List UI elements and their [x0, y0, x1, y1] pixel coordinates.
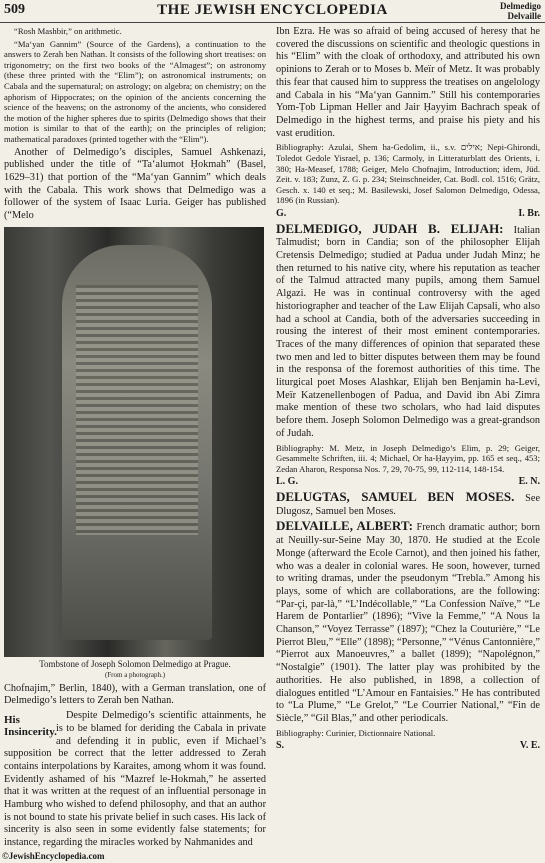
signature-line: L. G. E. N.	[276, 476, 540, 488]
running-head	[500, 1, 541, 21]
figure-caption: Tombstone of Joseph Solomon Delmedigo at Prague. (From a photograph.)	[39, 658, 231, 679]
signature-line: G. I. Br.	[276, 207, 540, 219]
caption-source: (From a photograph.)	[104, 670, 166, 679]
paragraph: Another of Delmedigo’s disciples, Samuel Ashkenazi, published under the title of “Ta‘alumot Ḥokmah” (Basel, 1629–31) that portion of the “Ma‘yan Gannim” which deals with the Cabala. This work shows that Delmedigo was a follower of the system of Isaac Luria. Geiger has published (“Melo	[4, 146, 266, 222]
entry	[276, 220, 540, 441]
site-watermark: ©JewishEncyclopedia.com	[2, 851, 105, 861]
page-header	[0, 0, 545, 23]
margin-note: His Insincerity.	[4, 714, 57, 739]
bibliography: Bibliography: Azulai, Shem ha-Gedolim, ii., s.v. אילים; Nepi-Ghirondi, Toledot Gedole Yisrael, p. 136; Carmoly, in Litteraturblatt des Orients, i. 380; Ha-Measef, 1788; Geiger, Melo Chofnajim, Introduction; idem, Jüd. Zeit. v. 183; Zunz, Z. G. p. 234; Steinschneider, Cat. Bodl. col. 1516; Grätz, Gesch. x. 140 et seq.; M. Basilewski, Josef Salomon Delmedigo, Odessa, 1896 (in Russian).	[276, 142, 540, 206]
entry-body: See Dlugosz, Samuel ben Moses.	[276, 493, 541, 517]
bibliography: Bibliography: Curinier, Dictionnaire National.	[276, 727, 436, 738]
paragraph: Ibn Ezra. He was so afraid of being accused of heresy that he covered the discussions on scientific and theologic questions in his “Elim” with the cloak of orthodoxy, and attributed his own opinions to Zerah or to Moses b. Meïr of Metz. It was probably this fear that caused him to suppress the treatises on angelology and Cabala in his “Ma‘yan Gannim.” Still his contemporaries Yom-Ṭob Lipman Heller and Jair Ḥayyim Bachrach speak of Delmedigo in the highest terms, and praise his piety and his vast erudition.	[276, 26, 540, 139]
left-column	[4, 26, 266, 852]
signature-line: S. V. E.	[276, 740, 540, 752]
small-paragraph: “Ma‘yan Gannim” (Source of the Gardens), a continuation to the answers to Zerah ben Nathan. It consists of the following short treatises: on trigonometry; on the first two books of the “Almagest”; on astronomy (these three printed with the “Elim”); on astronomical instruments; on Cabala and the supernatural; on astrology; on algebra; on chemistry; on the aphorism of Hippocrates; on the opinion of the ancients concerning the science of the heavens; on the astronomy of the ancients, who considered the motion of the higher spheres due to spirits (Delmedigo shows that their motion is similar to that of the earth); on the principles of religion; mathematical paradoxes (printed together with the “Elim”).	[4, 38, 266, 144]
paragraph: Chofnajim,” Berlin, 1840), with a German translation, one of Delmedigo’s letters to Zerah ben Nathan.	[4, 682, 266, 707]
page-title: THE JEWISH ENCYCLOPEDIA	[157, 2, 388, 18]
running-head-last: Delvaille	[507, 11, 541, 21]
small-paragraph: “Rosh Mashbir,” on arithmetic.	[14, 26, 122, 36]
entry-body: French dramatic author; born at Neuilly-sur-Seine May 30, 1870. He studied at the Ecole Monge (afterward the Ecole Carnot), and then joined his father, who was a dealer in colonial wares. He soon, however, turned to writing dramas, under the pseudonym “Trebla.” Among his plays, some of which are collaborations, are the following: “Par-çi, par-là,” “L’Indécollable,” “La Confession Naïve,” “Le Harem de Pontarlier” (1896); “Vive la Femme,” “A Nous la Chanson,” “Voyez Terrasse” (1897); “Chez la Couturière,” “Le Pierrot Bleu,” “Elle” (1898); “Personne,” “Vénus Cantonnière,” “Pierrot aux Manoeuvres,” a ballet (1899); “Napolégnon,” “Nostalgie” (1901). The latter play was prohibited by the authorities. He also published, in 1898, a collection of dialogues entitled “L’Amour en Fantaisies.” He has contributed to “La Plume,” “Le Grelot,” “Le Courrier National,” “Fin de Siècle,” “Gil Blas,” and other periodicals.	[276, 522, 541, 724]
entry-heading: DELVAILLE, ALBERT:	[276, 518, 413, 534]
entry-heading: DELMEDIGO, JUDAH B. ELIJAH:	[276, 220, 504, 236]
page-number: 509	[4, 2, 25, 17]
running-head-first: Delmedigo	[500, 1, 541, 11]
bibliography: Bibliography: M. Metz, in Joseph Delmedigo’s Elim, p. 29; Geiger, Gesammelte Schriften, iii. 4; Michael, Or ha-Ḥayyim, pp. 165 et seq., 453; Zedan Aharon, Responsa Nos. 7, 29, 70-75, 99, 112-114, 148-154.	[276, 442, 540, 474]
entry-body: Italian Talmudist; born in Candia; son of the philosopher Elijah Cretensis Delmedigo; studied at Padua under Judah Minz; he then returned to his native city, where his reputation as teacher of the Talmud attracted many pupils, among them Samuel Algazi. He was in continual controversy with the aged historiographer and teacher of the Law Elijah Capsali, who also had a school at Candia, both of the adversaries succeeding in rousing the interest of their most eminent contemporaries. Traces of the many differences of opinion that separated these two men and led to bitter disputes between them may be found in the responsa of the foremost authorities of this time. The liturgical poet Moses Alashkar, Elijah ben Benjamin ha-Levi, Meïr Katzenellenbogen of Padua, and David ibn Abi Zimra make mention of these two scholars, who had laid disputes before them. Joseph Solomon Delmedigo was a great-grandson of Judah.	[276, 224, 540, 439]
entry-heading: DELUGTAS, SAMUEL BEN MOSES.	[276, 489, 515, 505]
entry	[276, 520, 540, 725]
tombstone-image	[62, 245, 212, 640]
paragraph: Despite Delmedigo’s scientific attainments, he is to be blamed for deriding the Cabala in private and defending it in public, even if Michael’s supposition be correct that the letter addressed to Zerah contains interpolations by Karaites, among whom it was found. Evidently ashamed of his “Mazref le-Hokmah,” he asserted that it was written at the request of an influential personage in Hamburg who wished to defend philosophy, and that an author is not bound to state his private belief in such cases. His lack of sincerity is also seen in some evidently false statements; for instance, regarding the miracles worked by Nahmanides and	[4, 710, 266, 849]
entry	[276, 491, 540, 518]
right-column	[276, 26, 540, 755]
tombstone-photo	[4, 227, 264, 657]
